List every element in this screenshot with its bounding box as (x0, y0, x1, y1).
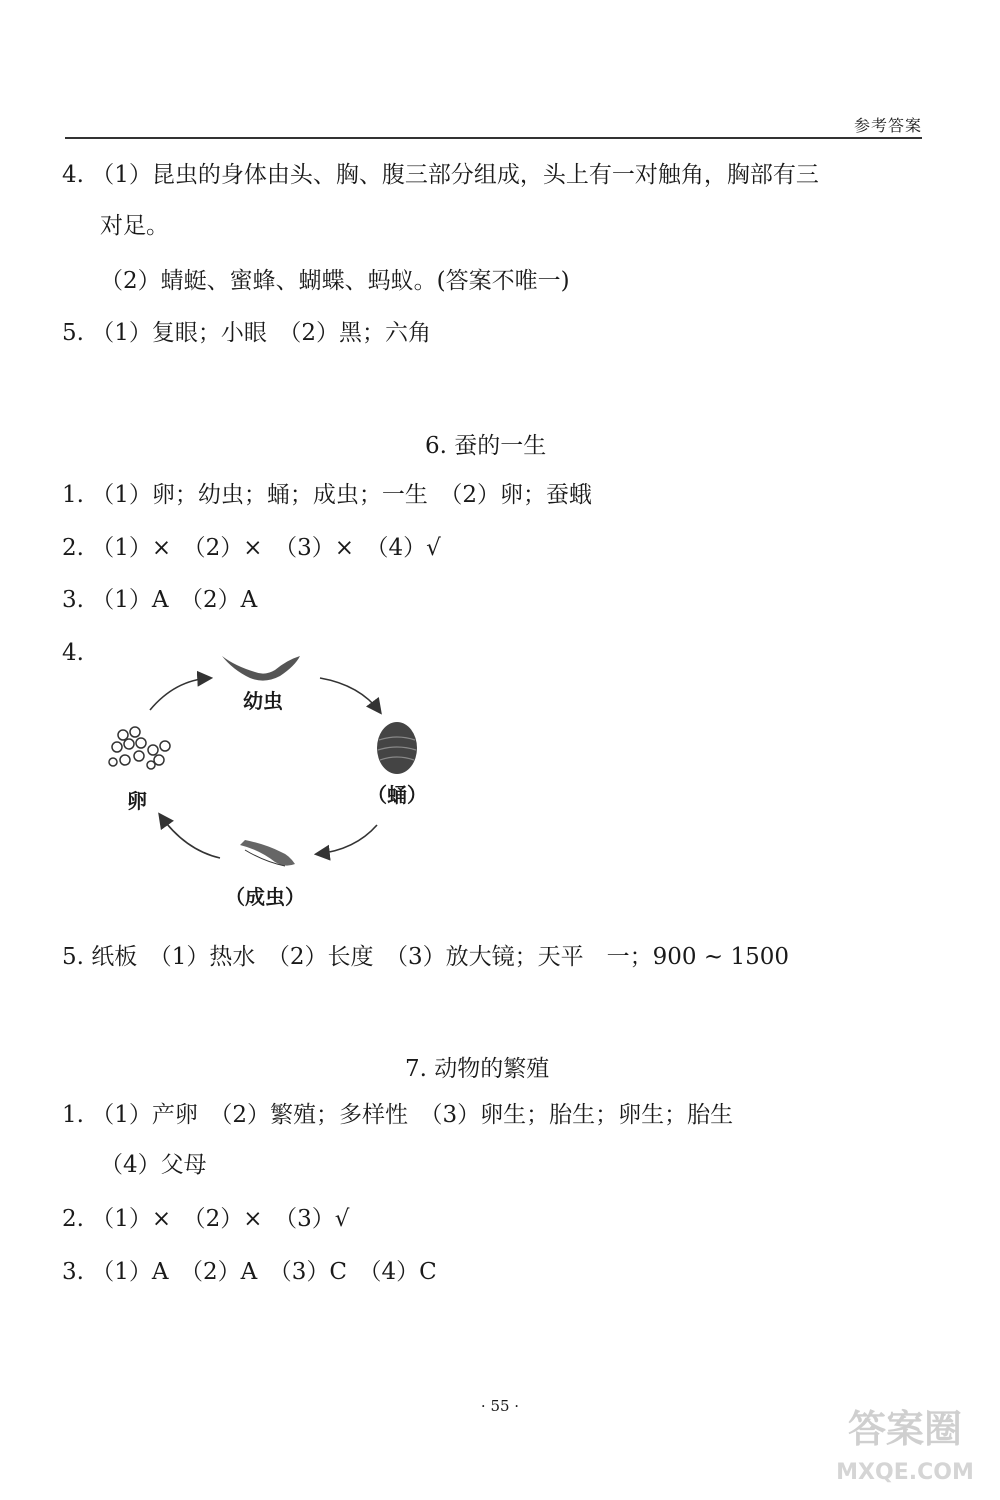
cycle-arrow (317, 825, 377, 854)
answer-line: 4. (62, 640, 84, 666)
answer-line: （4）父母 (100, 1152, 207, 1178)
adult-moth-icon (240, 840, 295, 866)
answer-line: 4. （1）昆虫的身体由头、胸、腹三部分组成，头上有一对触角，胸部有三 (62, 162, 819, 188)
answer-line: 1. （1）产卵 （2）繁殖；多样性 （3）卵生；胎生；卵生；胎生 (62, 1102, 734, 1128)
answer-line: 5. 纸板 （1）热水 （2）长度 （3）放大镜；天平 一；900 ~ 1500 (62, 944, 789, 970)
answer-line: 5. （1）复眼；小眼 （2）黑；六角 (62, 320, 432, 346)
label-egg: 卵 (127, 789, 147, 813)
silkworm-life-cycle-diagram (95, 640, 455, 930)
answer-line: 2. （1）× （2）× （3）√ (62, 1206, 350, 1232)
header-rule (65, 137, 922, 139)
eggs-icon (109, 727, 170, 769)
cycle-arrow (320, 678, 380, 712)
answer-line: 1. （1）卵；幼虫；蛹；成虫；一生 （2）卵；蚕蛾 (62, 482, 593, 508)
label-adult: （成虫） (225, 885, 305, 909)
cycle-arrow (150, 678, 210, 710)
answer-line: 2. （1）× （2）× （3）× （4）√ (62, 535, 441, 561)
larva-icon (222, 656, 300, 681)
answer-line: （2）蜻蜓、蜜蜂、蝴蝶、蚂蚁。(答案不唯一) (100, 268, 570, 294)
section-title: 7. 动物的繁殖 (405, 1056, 550, 1082)
label-pupa: （蛹） (367, 783, 427, 807)
answer-line: 3. （1）A （2）A （3）C （4）C (62, 1259, 437, 1285)
answer-line: 对足。 (100, 213, 169, 239)
header-label: 参考答案 (853, 116, 922, 135)
answer-line: 3. （1）A （2）A (62, 587, 258, 613)
svg-text:答案圈: 答案圈 (847, 1407, 963, 1451)
label-larva: 幼虫 (243, 689, 283, 713)
pupa-icon (377, 722, 417, 774)
svg-text:MXQE.COM: MXQE.COM (836, 1460, 974, 1485)
section-title: 6. 蚕的一生 (425, 433, 547, 459)
cycle-arrow (160, 815, 220, 858)
watermark-logo (817, 1397, 992, 1492)
page-number: · 55 · (480, 1397, 520, 1415)
